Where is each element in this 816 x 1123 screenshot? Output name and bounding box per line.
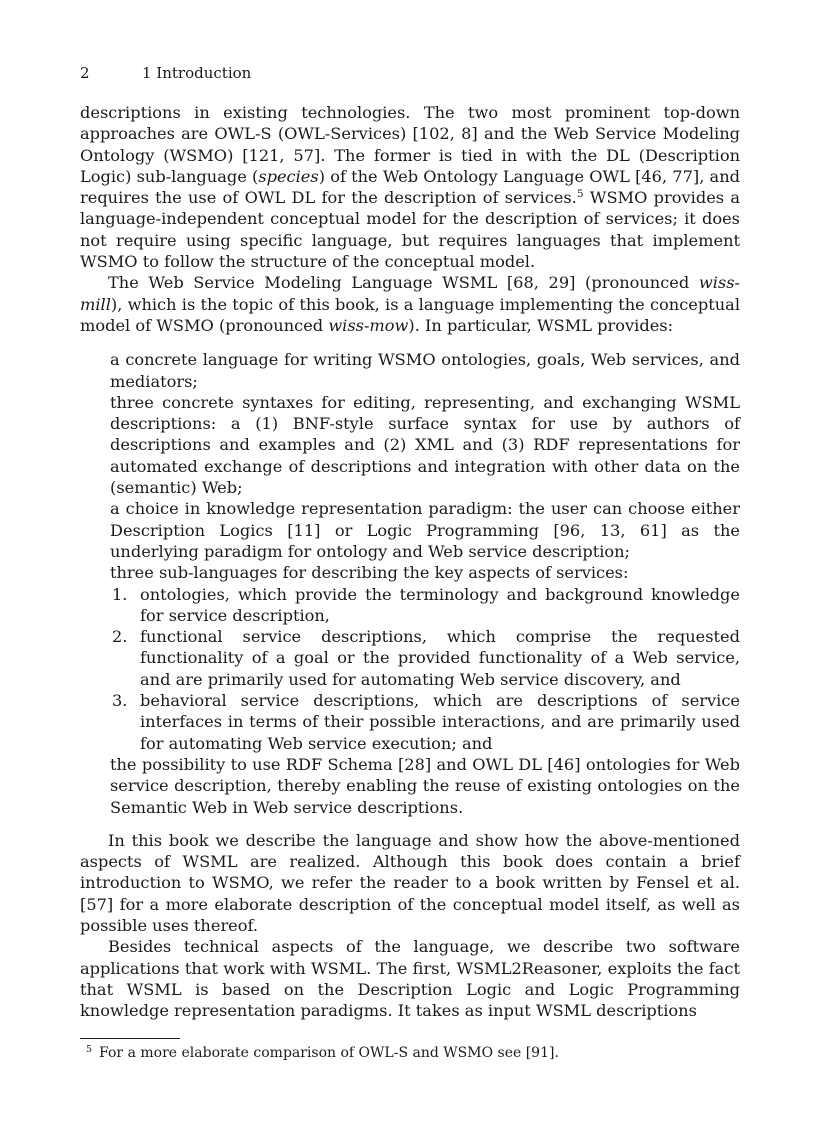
list-item: a concrete language for writing WSMO ontologies, goals, Web services, and mediators; xyxy=(110,350,740,391)
numbered-item xyxy=(110,626,740,690)
item-text: behavioral service descriptions, which are descriptions of service interfaces in terms of their possible interactions, and are primarily used for automating Web service execution; and xyxy=(140,691,740,753)
feature-list xyxy=(110,349,740,818)
paragraph xyxy=(80,102,740,272)
footnote-rule xyxy=(80,1038,180,1039)
list-item: a choice in knowledge representation paradigm: the user can choose either Description Logics [11] or Logic Programming [96, 13, 61] as the underlying paradigm for ontology and Web service description; xyxy=(110,499,740,561)
text-span: ) of the Web Ontology Language OWL [46, 77], and requires the use of OWL DL for the description of services. xyxy=(80,166,740,208)
item-text: ontologies, which provide the terminology and background knowledge for service description, xyxy=(140,584,740,625)
page-number: 2 xyxy=(80,64,90,82)
sub-language-list xyxy=(110,584,740,754)
item-text: functional service descriptions, which comprise the requested functionality of a goal or the provided functionality of a Web service, and are primarily used for automating Web service discovery, and xyxy=(140,627,740,689)
chapter-title: 1 Introduction xyxy=(142,64,252,82)
running-header xyxy=(80,62,740,84)
numbered-item xyxy=(110,690,740,754)
item-number: 3. xyxy=(112,691,128,711)
paragraph: In this book we describe the language and show how the above-mentioned aspects of WSML are realized. Although this book does contain a brief introduction to WSMO, we refer the reader to a book written by Fensel et al. [57] for a more elaborate description of the conceptual model itself, as well as possible uses thereof. xyxy=(80,830,740,935)
list-item: three concrete syntaxes for editing, representing, and exchanging WSML descriptions: a (1) BNF-style surface syntax for use by authors of descriptions and examples and (2) XML and (3) RDF representations for automated exchange of descriptions and integration with other data on the (semantic) Web; xyxy=(110,392,740,498)
italic-term: species xyxy=(258,166,319,186)
item-number: 1. xyxy=(112,584,128,604)
page xyxy=(80,62,740,1021)
text-span: descriptions in existing technologies. The two most prominent top-down approaches are OWL-S (OWL-Services) [102, 8] and the Web Service Modeling Ontology (WSMO) [121, 57]. The former is tied in with the DL (Description Logic) sub-language ( xyxy=(80,103,740,186)
body-text xyxy=(80,102,740,1021)
paragraph: Besides technical aspects of the language, we describe two software applications that work with WSML. The first, WSML2Reasoner, exploits the fact that WSML is based on the Description Logic and Logic Programming knowledge representation paradigms. It takes as input WSML descriptions xyxy=(80,937,740,1021)
text-span: The Web Service Modeling Language WSML [68, 29] (pronounced xyxy=(108,273,699,293)
paragraph xyxy=(80,272,740,336)
numbered-item xyxy=(110,584,740,627)
footnote-text: For a more elaborate comparison of OWL-S and WSMO see [91]. xyxy=(99,1045,559,1061)
italic-term: wiss-mill xyxy=(80,273,740,314)
item-number: 2. xyxy=(112,627,128,647)
text-span: ). In particular, WSML provides: xyxy=(408,315,674,335)
text-span: ), which is the topic of this book, is a language implementing the conceptual model of WSMO (pronounced xyxy=(80,294,740,335)
list-item: three sub-languages for describing the key aspects of services: xyxy=(110,563,629,583)
italic-term: wiss-mow xyxy=(328,315,409,335)
list-item: the possibility to use RDF Schema [28] and OWL DL [46] ontologies for Web service description, thereby enabling the reuse of existing ontologies on the Semantic Web in Web service descriptions. xyxy=(110,754,740,817)
footnote-ref[interactable]: 5 xyxy=(576,188,584,201)
footnote xyxy=(80,1044,740,1062)
footnote-mark: 5 xyxy=(86,1044,93,1055)
text-span: WSMO provides a language-independent conceptual model for the description of services; it does not require using specific language, but requires languages that implement WSMO to follow the structure of the conceptual model. xyxy=(80,188,741,272)
